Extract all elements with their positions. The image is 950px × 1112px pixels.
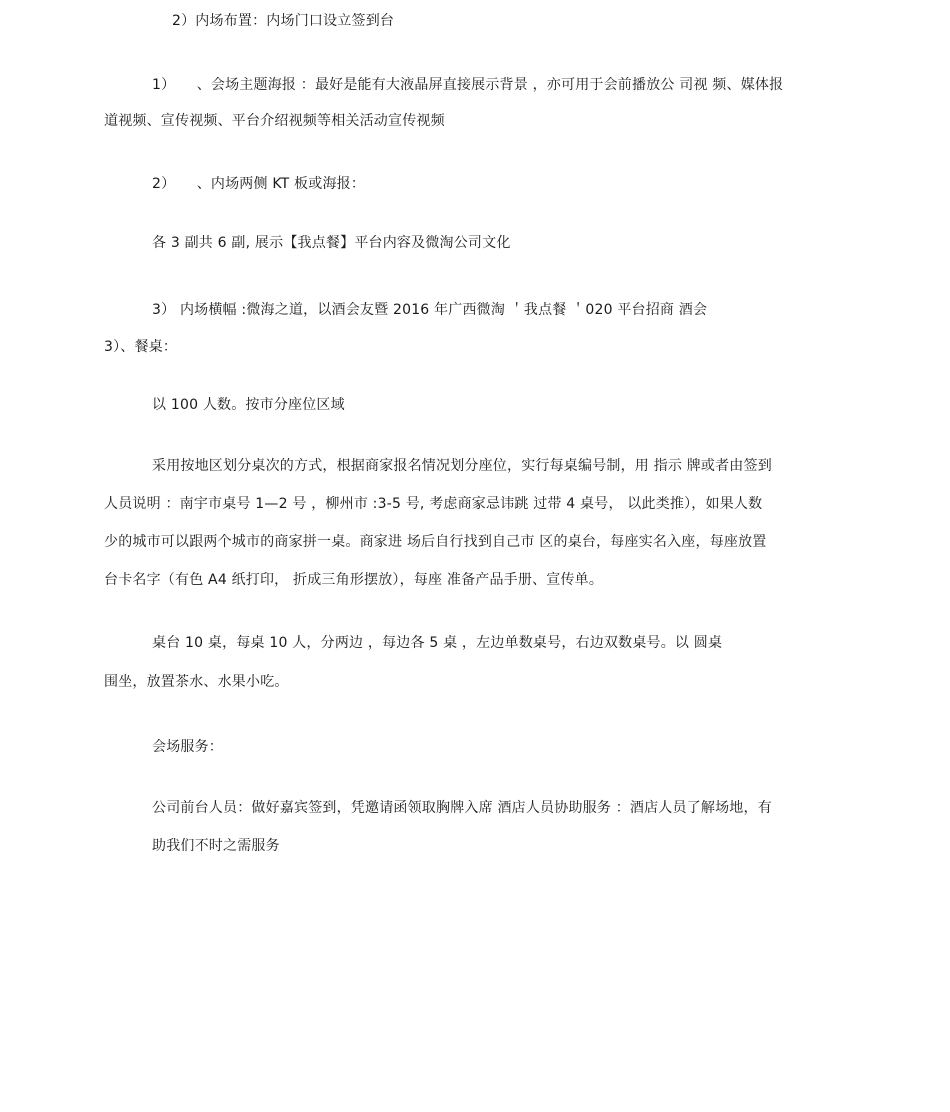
text-line: 公司前台人员：做好嘉宾签到，凭邀请函领取胸牌入席 酒店人员协助服务 ：酒店人员了解场地，有 xyxy=(152,800,772,816)
text-line: 台卡名字（有色 A4 纸打印， 折成三角形摆放），每座 准备产品手册、宣传单。 xyxy=(104,572,604,588)
text-line: 少的城市可以跟两个城市的商家拼一桌。商家进 场后自行找到自己市 区的桌台，每座实名入座，每座放置 xyxy=(104,534,767,550)
text-line: 围坐，放置茶水、水果小吃。 xyxy=(104,674,289,690)
section-heading: 会场服务： xyxy=(152,739,223,755)
text-line: 1） 、会场主题海报 ：最好是能有大液晶屏直接展示背景 ，亦可用于会前播放公 司视 频、媒体报 xyxy=(152,77,784,93)
text-line: 以 100 人数。按市分座位区域 xyxy=(152,397,345,413)
text-line: 桌台 10 桌，每桌 10 人，分两边 ，每边各 5 桌 ，左边单数桌号，右边双数桌号。以 圆桌 xyxy=(152,635,723,651)
text-line: 各 3 副共 6 副, 展示【我点餐】平台内容及微淘公司文化 xyxy=(152,235,511,251)
text-line: 3） 内场横幅 :微海之道，以酒会友暨 2016 年广西微淘 ＇我点餐 ＇020 平台招商 酒会 xyxy=(152,302,708,318)
text-line: 助我们不时之需服务 xyxy=(152,838,280,854)
text-line: 道视频、宣传视频、平台介绍视频等相关活动宣传视频 xyxy=(104,113,445,129)
text-line: 3）、餐桌： xyxy=(104,339,178,355)
text-line: 2）内场布置：内场门口设立签到台 xyxy=(172,13,395,29)
text-line: 2） 、内场两侧 KT 板或海报： xyxy=(152,176,366,192)
text-line: 采用按地区划分桌次的方式，根据商家报名情况划分座位，实行每桌编号制，用 指示 牌或者由签到 xyxy=(152,458,772,474)
text-line: 人员说明 ：南宇市桌号 1—2 号 ，柳州市 :3-5 号, 考虑商家忌讳跳 过带 4 桌号， 以此类推），如果人数 xyxy=(104,496,763,512)
